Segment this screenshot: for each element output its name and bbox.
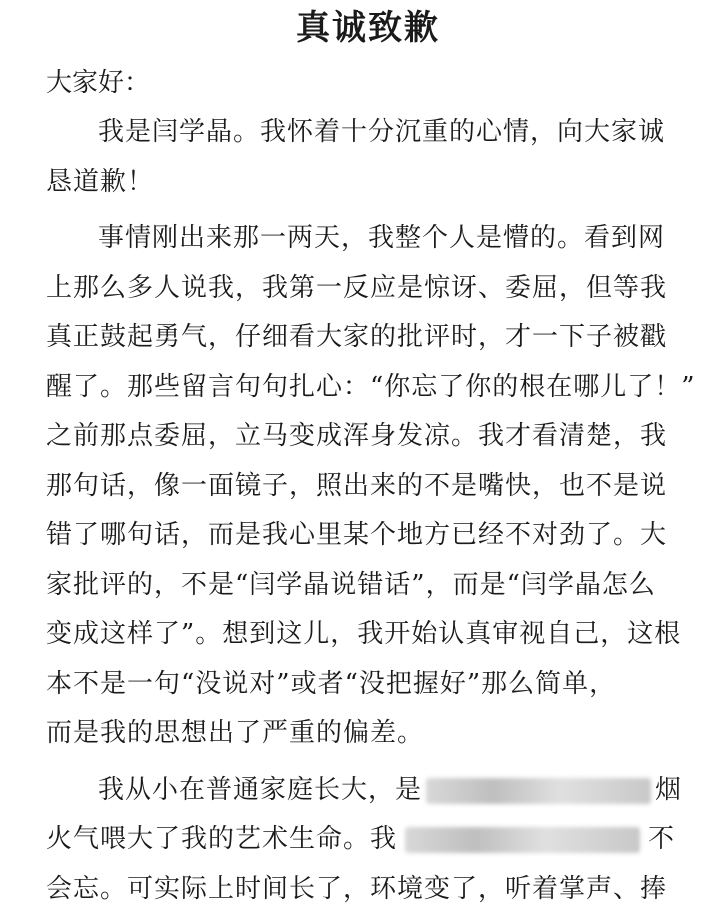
text-fragment: 我从小在普通家庭长大，是 [98, 774, 423, 805]
document-title: 真诚致歉 [296, 8, 440, 48]
text-line: 家批评的，不是“闫学晶说错话”，而是“闫学晶怎么 [46, 569, 656, 600]
text-line: 我是闫学晶。我怀着十分沉重的心情，向大家诚 [98, 117, 666, 147]
text-line: 那句话，像一面镜子，照出来的不是嘴快，也不是说 [46, 470, 668, 501]
text-line: 变成这样了”。想到这儿，我开始认真审视自己，这根 [46, 619, 682, 649]
text-fragment: 烟 [655, 774, 683, 805]
text-line: 醒了。那些留言句句扎心：“你忘了你的根在哪儿了！” [46, 371, 696, 402]
redacted-blur [426, 778, 651, 804]
text-line: 之前那点委屈，立马变成浑身发凉。我才看清楚，我 [46, 421, 668, 451]
text-line: 本不是一句“没说对”或者“没把握好”那么简单， [46, 668, 617, 699]
text-fragment: 火气喂大了我的艺术生命。我 [46, 824, 398, 854]
text-line: 上那么多人说我，我第一反应是惊讶、委屈，但等我 [46, 272, 668, 303]
paragraph-3 [46, 766, 690, 915]
paragraph-2 [46, 214, 696, 759]
text-line: 而是我的思想出了严重的偏差。 [46, 718, 425, 748]
text-line: 错了哪句话，而是我心里某个地方已经不对劲了。大 [46, 520, 668, 550]
redacted-blur [405, 827, 640, 853]
text-line: 事情刚出来那一两天，我整个人是懵的。看到网 [98, 223, 666, 253]
paragraph-1 [46, 108, 690, 207]
text-line: 真正鼓起勇气，仔细看大家的批评时，才一下子被戳 [46, 322, 668, 352]
text-line: 会忘。可实际上时间长了，环境变了，听着掌声、捧 [46, 873, 668, 904]
salutation: 大家好： [46, 68, 151, 98]
text-line [46, 815, 690, 865]
text-line [46, 766, 690, 816]
text-fragment: 不 [648, 824, 676, 854]
text-line: 恳道歉！ [46, 166, 155, 197]
